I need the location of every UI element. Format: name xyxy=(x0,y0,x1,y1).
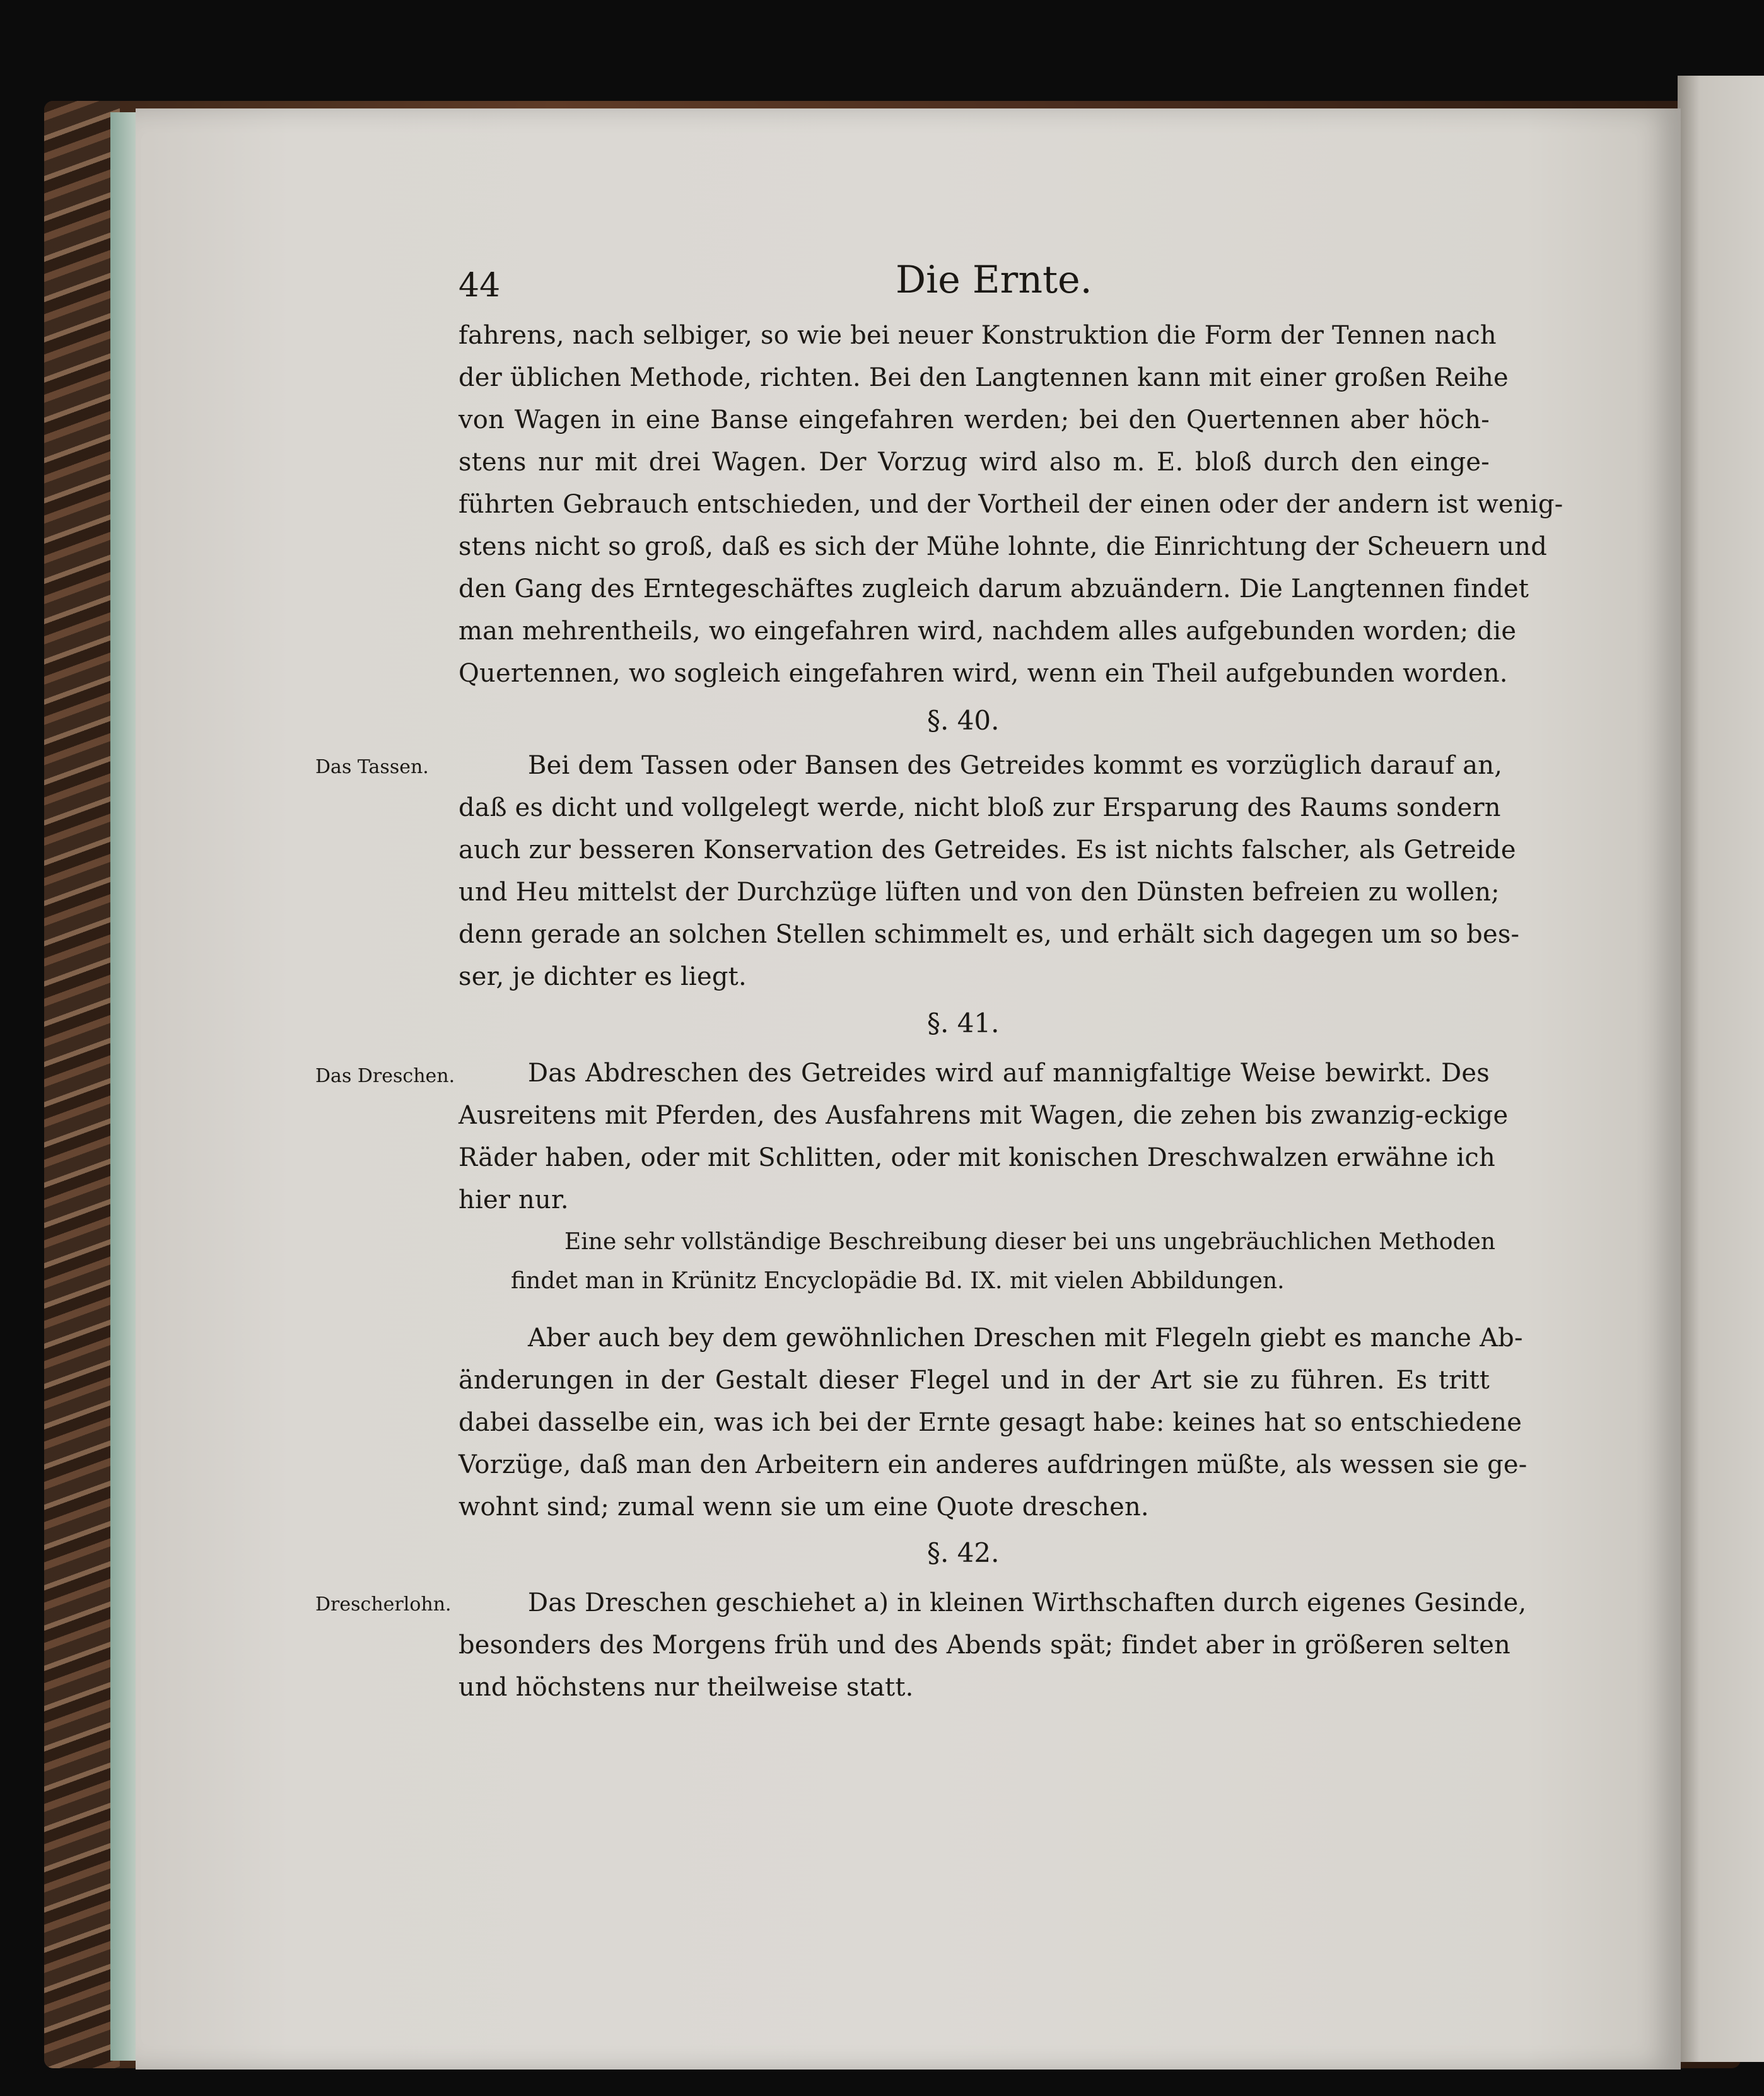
text-line: Vorzüge, daß man den Arbeitern ein anderes aufdringen müßte, als wessen sie ge- xyxy=(459,1450,1527,1479)
text-line: Ausreitens mit Pferden, des Ausfahrens mit Wagen, die zehen bis zwanzig-eckige xyxy=(459,1101,1509,1130)
text-line: und Heu mittelst der Durchzüge lüften und von den Dünsten befreien zu wollen; xyxy=(459,878,1500,907)
margin-note: Das Dreschen. xyxy=(315,1065,455,1087)
text-line: von Wagen in eine Banse eingefahren werden; bei den Quertennen aber höch- xyxy=(459,405,1490,434)
text-line: Räder haben, oder mit Schlitten, oder mit konischen Dreschwalzen erwähne ich xyxy=(459,1143,1495,1172)
section-mark: §. 41. xyxy=(927,1008,1000,1039)
book-page xyxy=(136,108,1681,2070)
text-line: wohnt sind; zumal wenn sie um eine Quote dreschen. xyxy=(459,1493,1149,1522)
facing-page-edge xyxy=(1678,76,1764,2062)
text-line: und höchstens nur theilweise statt. xyxy=(459,1673,914,1702)
text-line: Das Abdreschen des Getreides wird auf mannigfaltige Weise bewirkt. Des xyxy=(528,1059,1490,1088)
footnote-line: findet man in Krünitz Encyclopädie Bd. IX. mit vielen Abbildungen. xyxy=(511,1268,1285,1294)
text-line: man mehrentheils, wo eingefahren wird, nachdem alles aufgebunden worden; die xyxy=(459,617,1517,646)
text-line: Quertennen, wo sogleich eingefahren wird, wenn ein Theil aufgebunden worden. xyxy=(459,659,1508,688)
text-line: der üblichen Methode, richten. Bei den Langtennen kann mit einer großen Reihe xyxy=(459,363,1509,392)
margin-note: Drescherlohn. xyxy=(315,1593,452,1616)
text-line: auch zur besseren Konservation des Getreides. Es ist nichts falscher, als Getreide xyxy=(459,835,1516,865)
running-title: Die Ernte. xyxy=(896,258,1092,302)
text-line: besonders des Morgens früh und des Abends spät; findet aber in größeren selten xyxy=(459,1631,1511,1660)
text-line: den Gang des Erntegeschäftes zugleich darum abzuändern. Die Langtennen findet xyxy=(459,574,1529,603)
text-line: ser, je dichter es liegt. xyxy=(459,962,747,991)
text-line: Bei dem Tassen oder Bansen des Getreides kommt es vorzüglich darauf an, xyxy=(528,751,1503,780)
margin-note: Das Tassen. xyxy=(315,756,429,778)
text-line: Aber auch bey dem gewöhnlichen Dreschen mit Flegeln giebt es manche Ab- xyxy=(528,1324,1523,1353)
text-line: fahrens, nach selbiger, so wie bei neuer Konstruktion die Form der Tennen nach xyxy=(459,321,1497,350)
text-line: dabei dasselbe ein, was ich bei der Ernte gesagt habe: keines hat so entschiedene xyxy=(459,1408,1522,1437)
page-text xyxy=(136,108,1681,2070)
text-line: hier nur. xyxy=(459,1185,569,1214)
text-line: änderungen in der Gestalt dieser Flegel und in der Art sie zu führen. Es tritt xyxy=(459,1366,1490,1395)
section-mark: §. 40. xyxy=(927,705,1000,736)
text-line: stens nur mit drei Wagen. Der Vorzug wird also m. E. bloß durch den einge- xyxy=(459,448,1490,477)
text-line: stens nicht so groß, daß es sich der Mühe lohnte, die Einrichtung der Scheuern und xyxy=(459,532,1548,561)
text-line: führten Gebrauch entschieden, und der Vortheil der einen oder der andern ist wenig- xyxy=(459,490,1563,519)
text-line: daß es dicht und vollgelegt werde, nicht bloß zur Ersparung des Raums sondern xyxy=(459,793,1501,822)
page-number: 44 xyxy=(459,267,501,305)
text-line: Das Dreschen geschiehet a) in kleinen Wirthschaften durch eigenes Gesinde, xyxy=(528,1588,1527,1617)
section-mark: §. 42. xyxy=(927,1537,1000,1568)
footnote-line: Eine sehr vollständige Beschreibung dieser bei uns ungebräuchlichen Methoden xyxy=(564,1229,1496,1255)
marbled-board xyxy=(44,101,120,2068)
text-line: denn gerade an solchen Stellen schimmelt es, und erhält sich dagegen um so bes- xyxy=(459,920,1520,949)
